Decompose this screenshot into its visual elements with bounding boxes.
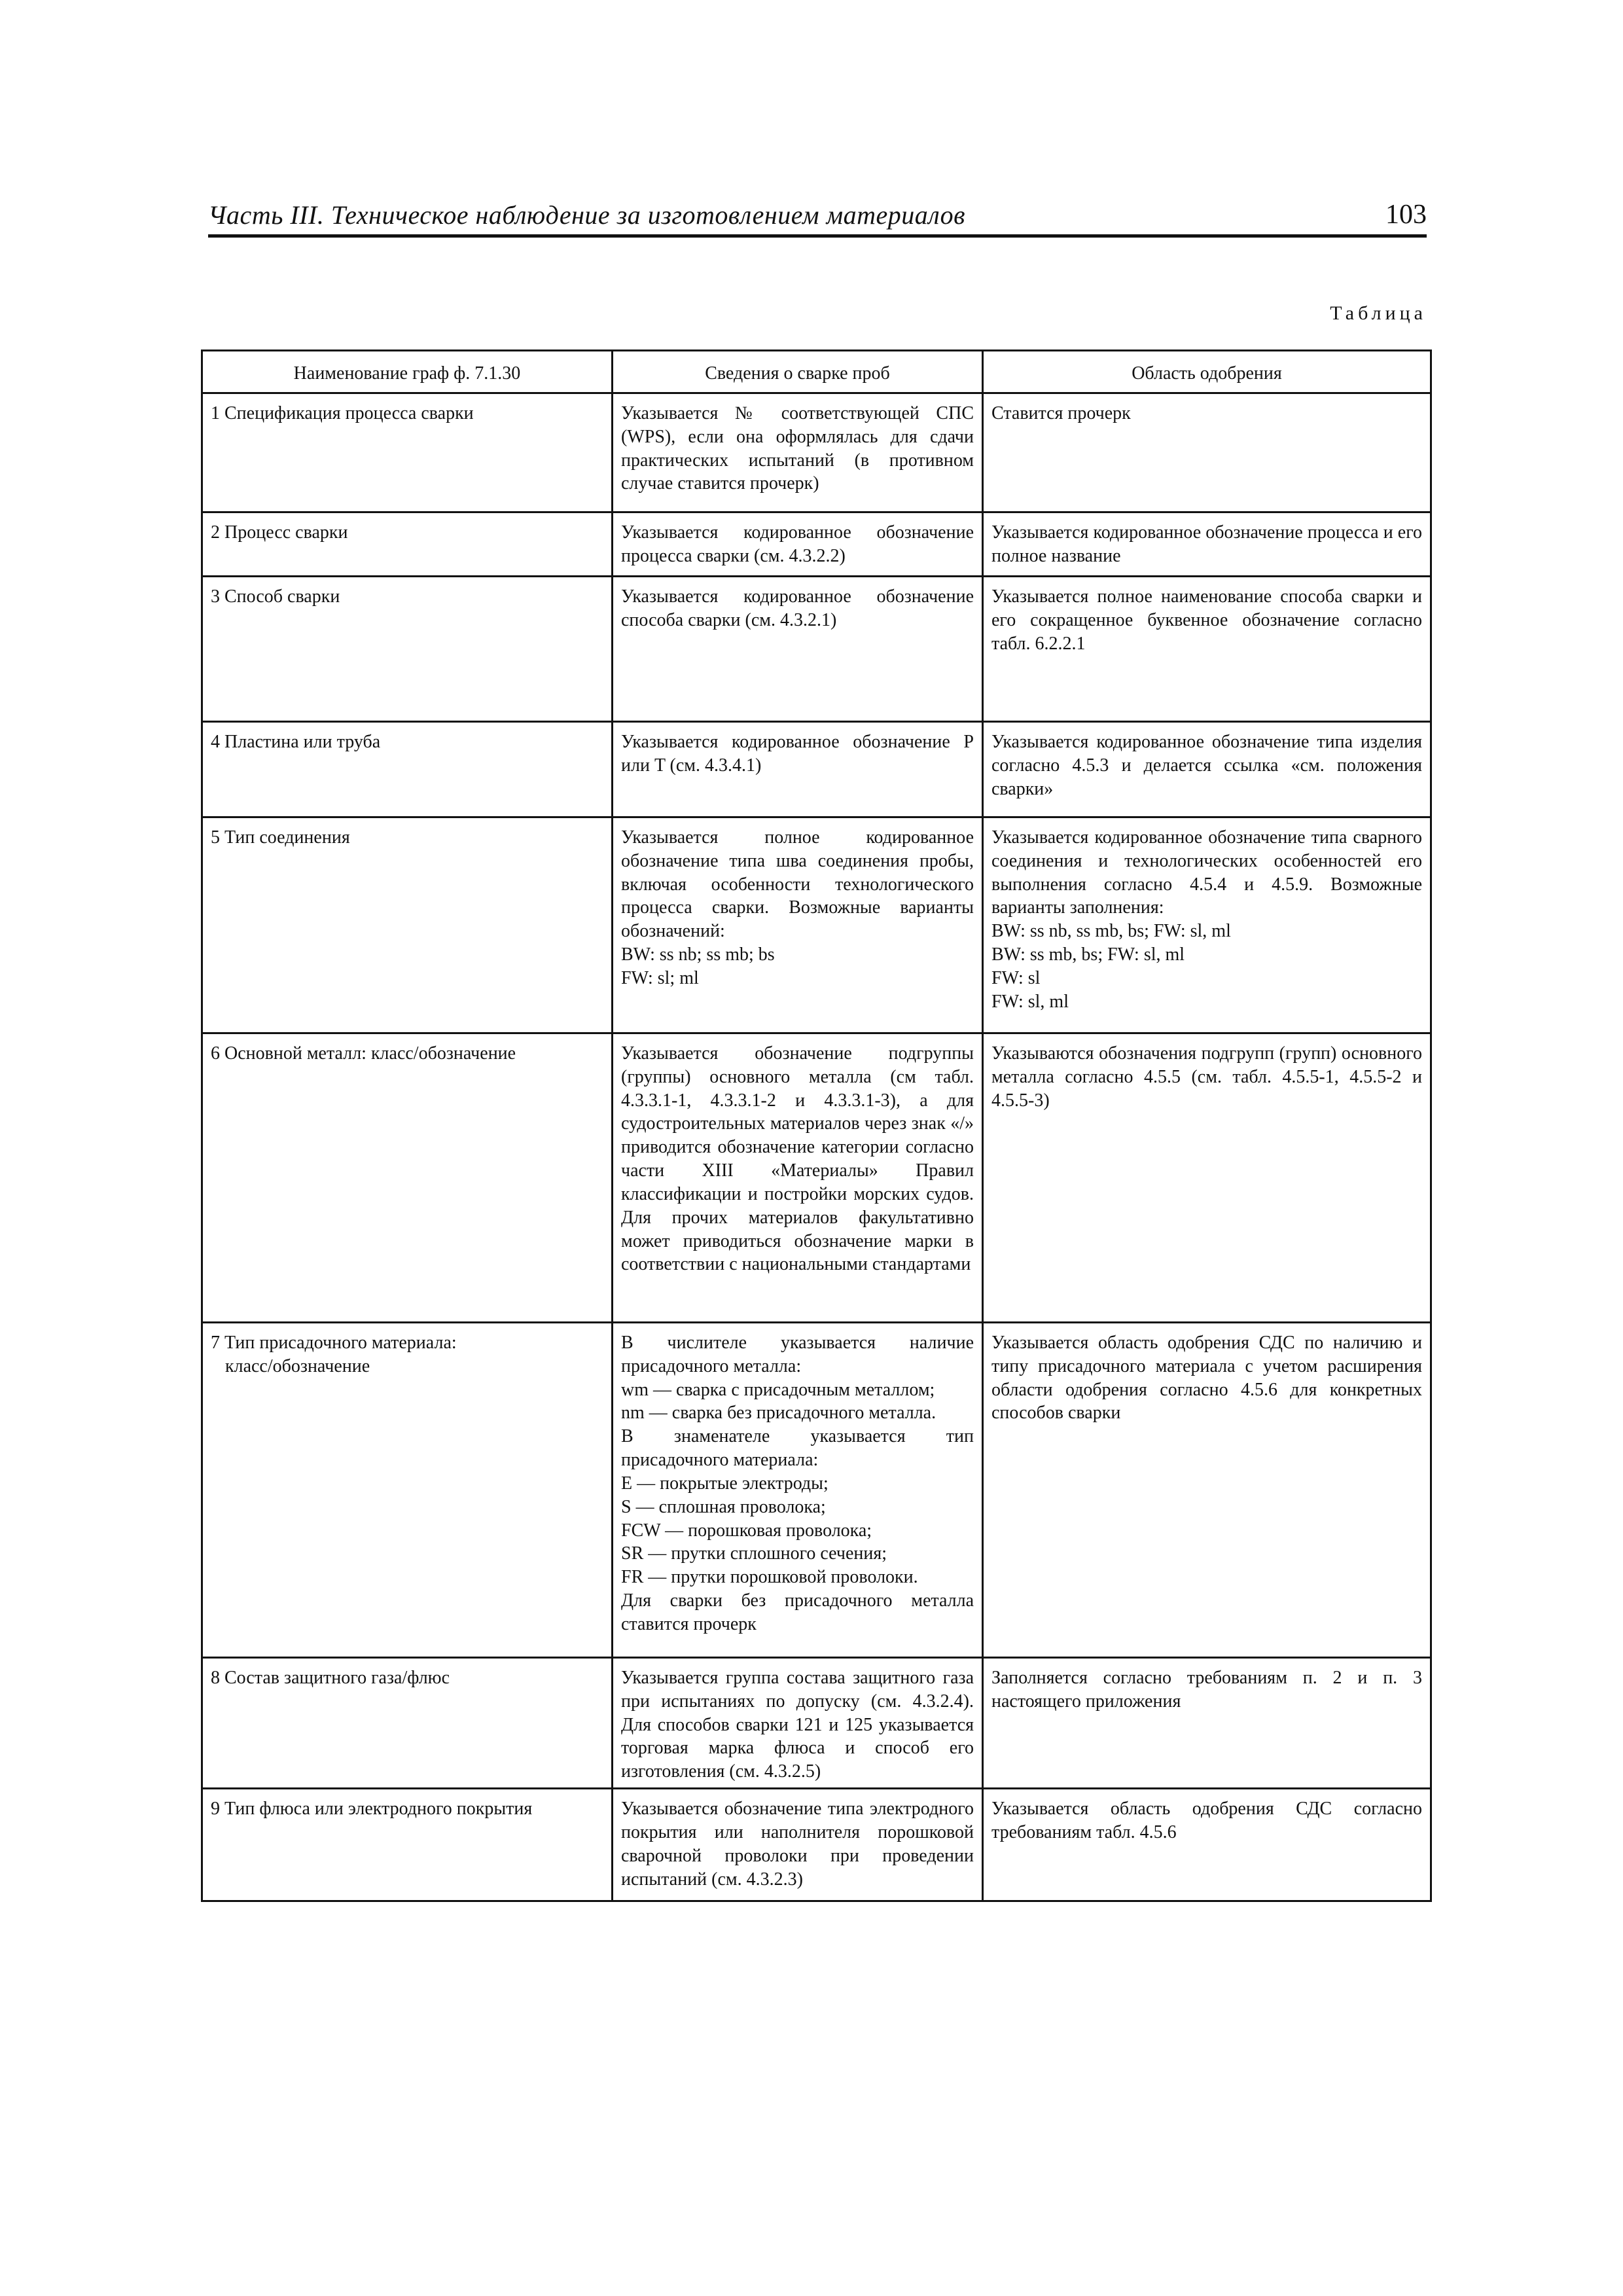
column-header: Область одобрения	[983, 351, 1431, 393]
info-text: Указывается полное кодированное обозначение типа шва соединения пробы, включая особенности технологического процесса сварки. Возможные варианты обозначений:	[621, 827, 974, 942]
row-name-cell: 9 Тип флюса или электродного покрытия	[202, 1789, 613, 1901]
column-header: Сведения о сварке проб	[613, 351, 983, 393]
approval-line: BW: ss mb, bs; FW: sl, ml	[991, 944, 1185, 965]
row-name-cell	[202, 1323, 613, 1658]
row-approval-cell: Заполняется согласно требованиям п. 2 и п. 3 настоящего приложения	[983, 1658, 1431, 1789]
approval-line: FW: sl	[991, 967, 1041, 988]
table-row	[202, 817, 1431, 1033]
table-row	[202, 577, 1431, 722]
page-number: 103	[1385, 200, 1427, 230]
row-name-line: 7 Тип присадочного материала:	[211, 1333, 457, 1353]
row-name-line: класс/обозначение	[225, 1355, 370, 1376]
welding-data-table	[201, 350, 1432, 1902]
info-line: FW: sl; ml	[621, 967, 699, 988]
table-row	[202, 1033, 1431, 1323]
approval-line: FW: sl, ml	[991, 991, 1069, 1012]
row-name-cell: 1 Спецификация процесса сварки	[202, 393, 613, 512]
row-approval-cell: Указывается область одобрения СДС согласно требованиям табл. 4.5.6	[983, 1789, 1431, 1901]
row-approval-cell: Ставится прочерк	[983, 393, 1431, 512]
row-info-cell: Указывается кодированное обозначение способа сварки (см. 4.3.2.1)	[613, 577, 983, 722]
row-approval-cell	[983, 817, 1431, 1033]
table-row	[202, 512, 1431, 577]
info-line: BW: ss nb; ss mb; bs	[621, 944, 775, 965]
row-info-cell	[613, 1323, 983, 1658]
table-caption: Таблица	[1330, 302, 1427, 324]
row-name-cell: 4 Пластина или труба	[202, 722, 613, 817]
page-header	[208, 196, 1427, 238]
info-line: FCW — порошковая проволока;	[621, 1520, 872, 1541]
row-approval-cell: Указывается кодированное обозначение типа изделия согласно 4.5.3 и делается ссылка «см. положения сварки»	[983, 722, 1431, 817]
row-name-cell: 6 Основной металл: класс/обозначение	[202, 1033, 613, 1323]
info-line: E — покрытые электроды;	[621, 1473, 829, 1494]
table-row	[202, 393, 1431, 512]
table-header-row	[202, 351, 1431, 393]
info-line: В знаменателе указывается тип присадочного материала:	[621, 1426, 974, 1471]
row-name-cell: 3 Способ сварки	[202, 577, 613, 722]
table-row	[202, 1789, 1431, 1901]
info-line: S — сплошная проволока;	[621, 1496, 826, 1517]
table-row	[202, 1658, 1431, 1789]
table-row	[202, 722, 1431, 817]
row-info-cell: Указывается кодированное обозначение процесса сварки (см. 4.3.2.2)	[613, 512, 983, 577]
row-name-cell: 8 Состав защитного газа/флюс	[202, 1658, 613, 1789]
approval-text: Указывается кодированное обозначение типа сварного соединения и технологических особенностей его выполнения согласно 4.5.4 и 4.5.9. Возможные варианты заполнения:	[991, 827, 1422, 918]
row-info-cell	[613, 817, 983, 1033]
row-info-cell: Указывается кодированное обозначение P или T (см. 4.3.4.1)	[613, 722, 983, 817]
row-approval-cell: Указывается область одобрения СДС по наличию и типу присадочного материала с учетом расширения области одобрения согласно 4.5.6 для конкретных способов сварки	[983, 1323, 1431, 1658]
row-approval-cell: Указывается кодированное обозначение процесса и его полное название	[983, 512, 1431, 577]
column-header: Наименование граф ф. 7.1.30	[202, 351, 613, 393]
row-name-cell: 2 Процесс сварки	[202, 512, 613, 577]
row-name-cell: 5 Тип соединения	[202, 817, 613, 1033]
row-info-cell: Указывается обозначение типа электродного покрытия или наполнителя порошковой сварочной проволоки при проведении испытаний (см. 4.3.2.3)	[613, 1789, 983, 1901]
row-approval-cell: Указываются обозначения подгрупп (групп) основного металла согласно 4.5.5 (см. табл. 4.5.5-1, 4.5.5-2 и 4.5.5-3)	[983, 1033, 1431, 1323]
info-line: SR — прутки сплошного сечения;	[621, 1543, 887, 1564]
info-intro: В числителе указывается наличие присадочного металла:	[621, 1333, 974, 1376]
info-line: wm — сварка с присадочным металлом;	[621, 1379, 935, 1400]
info-line: FR — прутки порошковой проволоки.	[621, 1567, 918, 1588]
row-info-cell: Указывается № соответствующей СПС (WPS), если она оформлялась для сдачи практических испытаний (в противном случае ставится прочерк)	[613, 393, 983, 512]
row-info-cell: Указывается группа состава защитного газа при испытаниях по допуску (см. 4.3.2.4). Для способов сварки 121 и 125 указывается торговая марка флюса и способ его изготовления (см. 4.3.2.5)	[613, 1658, 983, 1789]
info-line: Для сварки без присадочного металла ставится прочерк	[621, 1590, 974, 1634]
row-info-cell: Указывается обозначение подгруппы (группы) основного металла (см табл. 4.3.3.1-1, 4.3.3.1-2 и 4.3.3.1-3), а для судостроительных материалов через знак «/» приводится обозначение категории согласно части XIII «Материалы» Правил классификации и постройки морских судов. Для прочих материалов факультативно может приводиться обозначение марки в соответствии с национальными стандартами	[613, 1033, 983, 1323]
approval-line: BW: ss nb, ss mb, bs; FW: sl, ml	[991, 921, 1231, 942]
table-row	[202, 1323, 1431, 1658]
running-title: Часть III. Техническое наблюдение за изготовлением материалов	[208, 200, 966, 230]
info-line: nm — сварка без присадочного металла.	[621, 1403, 936, 1424]
row-approval-cell: Указывается полное наименование способа сварки и его сокращенное буквенное обозначение согласно табл. 6.2.2.1	[983, 577, 1431, 722]
